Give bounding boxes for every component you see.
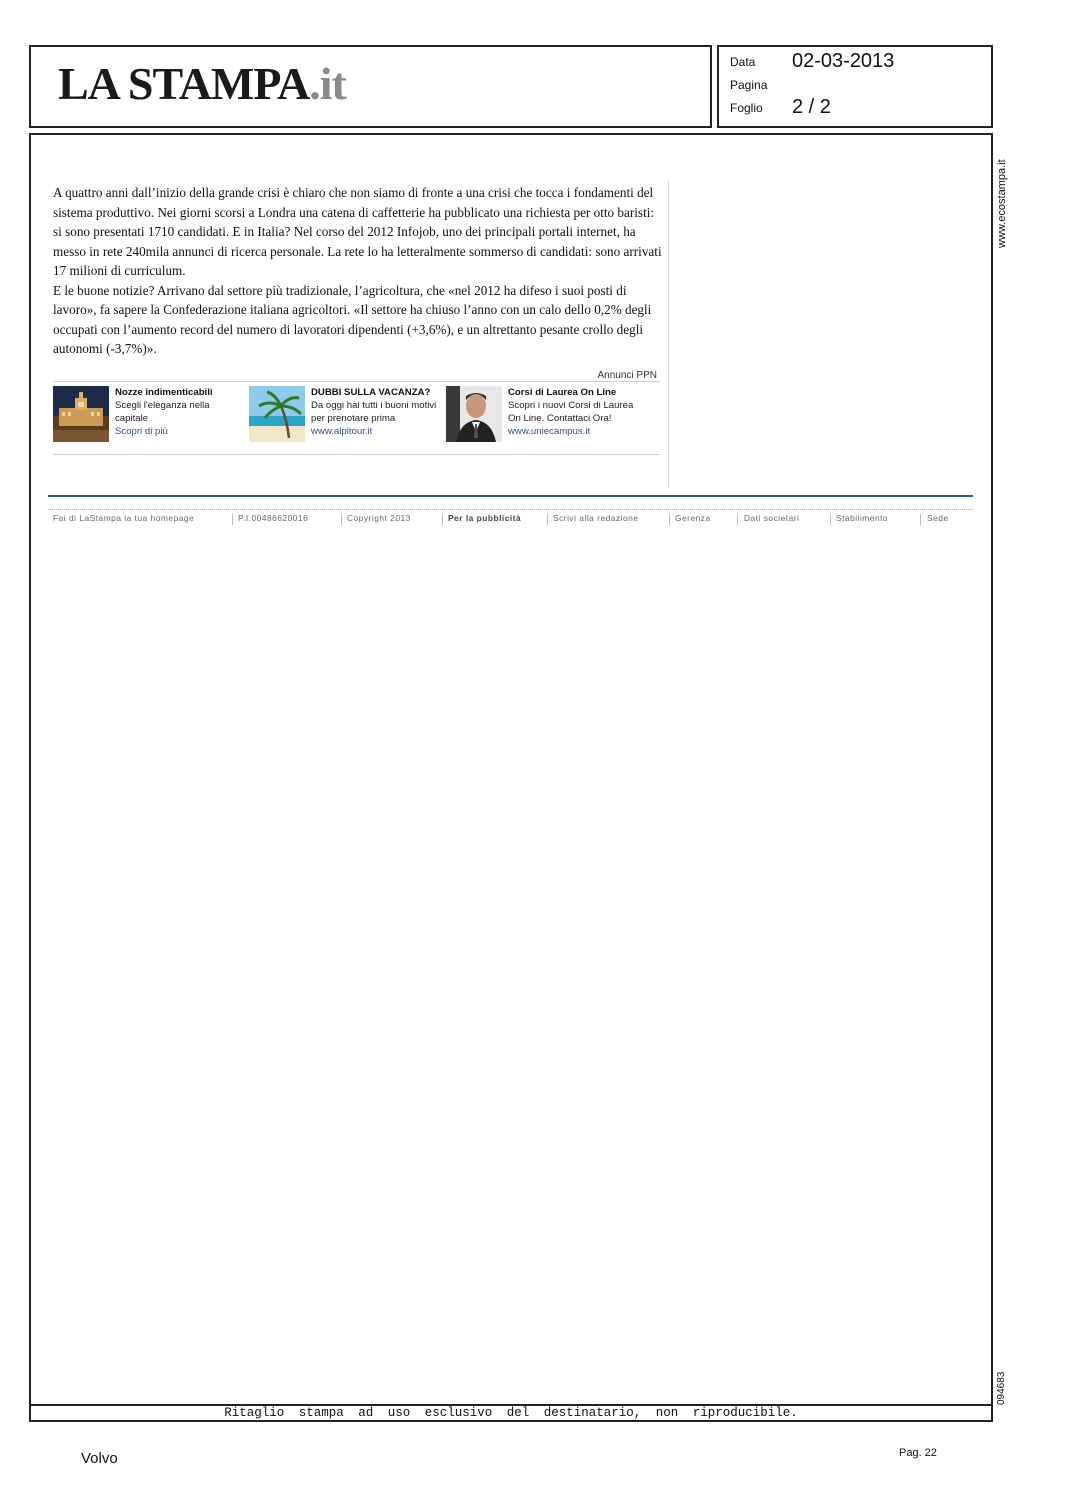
ad-link[interactable]: www.uniecampus.it — [508, 426, 591, 437]
article-paragraph: E le buone notizie? Arrivano dal settore più tradizionale, l’agricoltura, che «nel 2012 ha difeso i suoi posti di lavoro», fa sapere la Confederazione italiana agricoltori. «Il settore ha chiuso l’anno con un calo dello 0,2% degli occupati con l’aumento record del numero di lavoratori dipendenti (+3,6%), e un altrettanto pesante crollo degli autonomi (-3,7%)». — [53, 282, 652, 356]
footer-separator — [547, 514, 548, 525]
footer-blue-divider — [48, 495, 973, 497]
ad-thumbnail-palace[interactable] — [53, 386, 109, 442]
la-stampa-logo — [58, 58, 346, 109]
column-divider — [668, 180, 669, 488]
ads-bottom-divider — [53, 454, 660, 455]
palace-image-icon — [53, 386, 109, 442]
logo-main-text: LA STAMPA — [58, 58, 310, 109]
ad-text — [115, 386, 245, 438]
foglio-label: Foglio — [730, 101, 763, 115]
data-value: 02-03-2013 — [792, 50, 895, 72]
ad-title[interactable]: Nozze indimenticabili — [115, 387, 213, 398]
pagina-label: Pagina — [730, 78, 768, 92]
ecostampa-url: www.ecostampa.it — [996, 159, 1008, 248]
footer-link-gerenza[interactable]: Gerenza — [675, 513, 711, 523]
masthead-box — [29, 45, 712, 128]
ad-thumbnail-student[interactable] — [446, 386, 502, 442]
ads-top-divider — [53, 381, 660, 382]
ads-label: Annunci PPN — [597, 370, 657, 381]
footer-link-sede[interactable]: Sede — [927, 513, 949, 523]
footer-link-homepage[interactable]: Fai di LaStampa la tua homepage — [53, 513, 195, 523]
ad-link[interactable]: Scopri di più — [115, 426, 168, 437]
footer-separator — [341, 514, 342, 525]
footer-links — [53, 513, 973, 527]
footer-link-stabilimento[interactable]: Stabilimento — [836, 513, 889, 523]
ad-title[interactable]: DUBBI SULLA VACANZA? — [311, 387, 431, 398]
student-photo-icon — [446, 386, 502, 442]
footer-link-dati-societari[interactable]: Dati societari — [744, 513, 800, 523]
ad-text — [508, 386, 638, 438]
footer-link-redazione[interactable]: Scrivi alla redazione — [553, 513, 639, 523]
clipping-code: 094683 — [996, 1371, 1007, 1405]
logo-suffix-text: .it — [309, 58, 346, 109]
meta-box — [717, 45, 993, 128]
ad-thumbnail-beach[interactable] — [249, 386, 305, 442]
ad-uniecampus[interactable] — [446, 386, 641, 448]
ad-title[interactable]: Corsi di Laurea On Line — [508, 387, 617, 398]
ad-text — [311, 386, 441, 438]
disclaimer-text: Ritaglio stampa ad uso esclusivo del destinatario, non riproducibile. — [224, 1406, 798, 1420]
data-label: Data — [730, 55, 756, 69]
ad-body: Scegli l'eleganza nella capitale — [115, 400, 210, 424]
ad-body: Scopri i nuovi Corsi di Laurea On Line. Contattaci Ora! — [508, 400, 634, 424]
footer-separator — [920, 514, 921, 525]
ad-body: Da oggi hai tutti i buoni motivi per prenotare prima — [311, 400, 437, 424]
footer-separator — [830, 514, 831, 525]
foglio-value: 2 / 2 — [792, 96, 831, 118]
footer-separator — [442, 514, 443, 525]
ad-link[interactable]: www.alpitour.it — [311, 426, 373, 437]
footer-dotted-divider — [48, 509, 973, 510]
palm-beach-image-icon — [249, 386, 305, 442]
footer-link-copyright[interactable]: Copyright 2013 — [347, 513, 411, 523]
footer-link-pubblicita[interactable]: Per la pubblicità — [448, 513, 522, 523]
footer-separator — [232, 514, 233, 525]
article-body — [53, 183, 663, 359]
page-number: Pag. 22 — [899, 1447, 937, 1459]
footer-separator — [669, 514, 670, 525]
footer-separator — [737, 514, 738, 525]
ad-alpitour[interactable] — [249, 386, 444, 448]
client-name: Volvo — [81, 1450, 118, 1467]
footer-link-piva[interactable]: P.I.00486620016 — [238, 513, 309, 523]
ad-nozze[interactable] — [53, 386, 248, 448]
article-paragraph: A quattro anni dall’inizio della grande crisi è chiaro che non siamo di fronte a una crisi che tocca i fondamenti del sistema produttivo. Nei giorni scorsi a Londra una catena di caffetterie ha pubblicato una richiesta per otto baristi: si sono presentati 1710 candidati. E in Italia? Nel corso del 2012 Infojob, uno dei principali portali internet, ha messo in rete 240mila annunci di ricerca personale. La rete lo ha letteralmente sommerso di candidati: sono arrivati 17 milioni di curriculum. — [53, 185, 662, 278]
